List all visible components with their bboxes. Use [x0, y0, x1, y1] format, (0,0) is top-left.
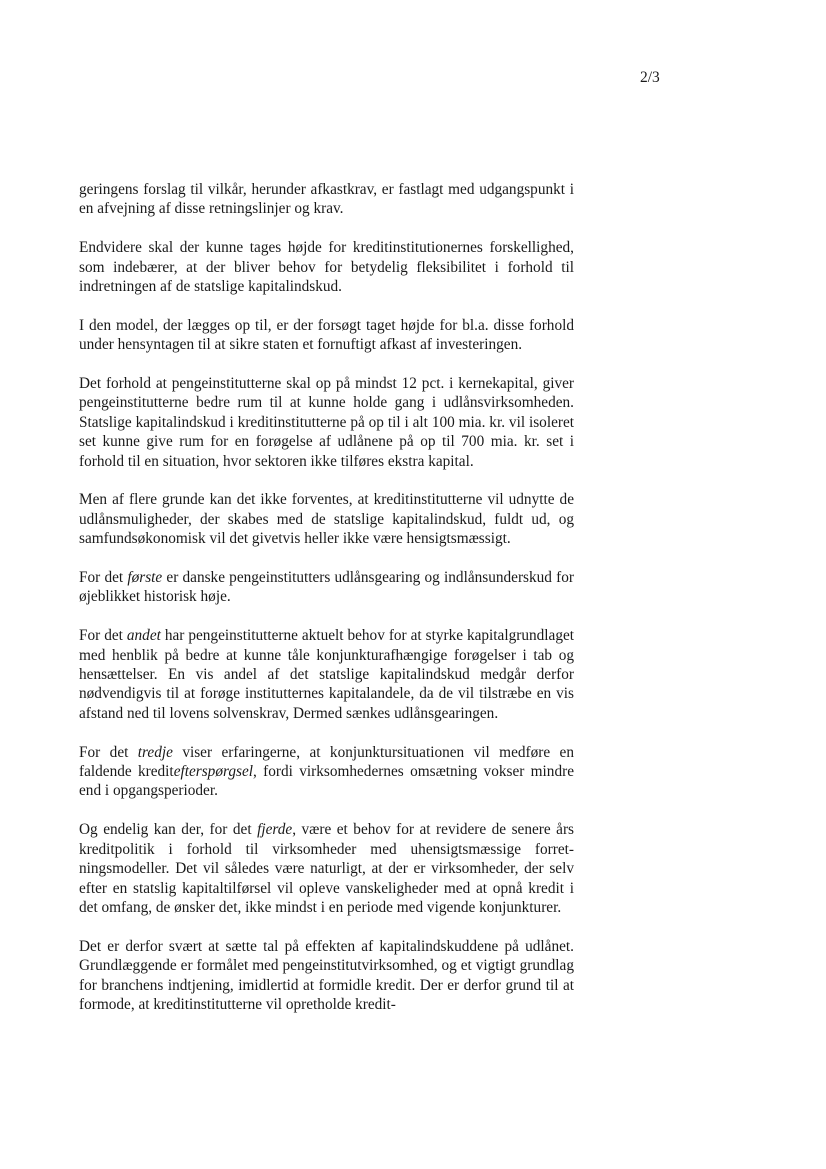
text-segment: er danske pengeinstitutters udlånsgearing og indlånsunderskud for øjeblikket historisk høje.	[79, 569, 574, 606]
paragraph	[79, 316, 574, 355]
text-segment: Og endelig kan der, for det	[79, 821, 258, 839]
text-segment: I den model, der lægges op til, er der forsøgt taget højde for bl.a. disse forhold under hensyntagen til at sikre staten et fornuftigt afkast af investeringen.	[79, 316, 574, 354]
italic-text-segment: fjerde	[257, 821, 293, 839]
text-segment: , fordi virksomhedernes omsætning vokser mindre end i opgangsperioder.	[79, 763, 574, 800]
italic-text-segment: andet	[126, 627, 161, 645]
paragraph	[79, 238, 574, 296]
text-segment: viser erfaringerne, at konjunktursituationen vil medføre en faldende kredit	[79, 743, 574, 781]
text-segment: Det forhold at pengeinstitutterne skal op på mindst 12 pct. i kernekapital, giver pengeinstitutterne bedre rum til at kunne holde gang i udlånsvirksomheden. Statslige kapitalindskud i kreditinstitutterne på op til i alt 100 mia. kr. vil isoleret set kunne give rum for en forøgelse af udlånene på op til 700 mia. kr. set i forhold til en situation, hvor sektoren ikke tilføres ekstra kapital.	[79, 375, 574, 470]
paragraph	[79, 626, 574, 723]
text-segment: geringens forslag til vilkår, herunder afkastkrav, er fastlagt med udgangspunkt i en afvejning af disse retningslinjer og krav.	[79, 181, 574, 218]
text-segment: For det	[79, 627, 127, 645]
page-number: 2/3	[640, 69, 660, 86]
text-segment: For det	[79, 743, 138, 761]
text-segment: For det	[79, 569, 128, 587]
paragraph	[79, 180, 574, 219]
paragraph	[79, 490, 574, 548]
paragraph	[79, 820, 574, 917]
paragraph	[79, 743, 574, 801]
text-segment: har pengeinstitutterne aktuelt behov for at styrke kapitalgrundlaget med henblik på bedre at kunne tåle konjunkturafhængige forøgelser i tab og hensættelser. En vis andel af det statslige kapitalindskud medgår derfor nødvendigvis til at forøge institutternes kapitalandele, da de vil tilstræbe en vis afstand ned til lovens solvenskrav, Dermed sænkes udlånsgearingen.	[79, 627, 575, 722]
text-segment: , være et behov for at revidere de senere års kreditpolitik i forhold til virksomheder med uhensigtsmæssige forretningsmodeller. Det vil således være naturligt, at der er virksomheder, der selv efter en statslig kapitaltilførsel vil opleve vanskeligheder med at opnå kredit i det omfang, de ønsker det, ikke mindst i en periode med vigende konjunkturer.	[79, 821, 574, 916]
paragraph	[79, 937, 574, 1015]
text-segment: Endvidere skal der kunne tages højde for kreditinstitutionernes forskellighed, som indebærer, at der bliver behov for betydelig fleksibilitet i forhold til indretningen af de statslige kapitalindskud.	[79, 239, 574, 296]
text-segment: Det er derfor svært at sætte tal på effekten af kapitalindskuddene på udlånet. Grundlæggende er formålet med pengeinstitutvirksomhed, og et vigtigt grundlag for branchens indtjening, imidlertid at formidle kredit. Der er derfor grund til at formode, at kreditinstitutterne vil opretholde kredit-	[79, 937, 574, 1013]
italic-text-segment: efterspørgsel	[173, 763, 253, 781]
paragraph	[79, 568, 574, 607]
text-segment: Men af flere grunde kan det ikke forventes, at kreditinstitutterne vil udnytte de udlånsmuligheder, der skabes med de statslige kapitalindskud, fuldt ud, og samfundsøkonomisk vil det givetvis heller ikke være hensigtsmæssigt.	[79, 491, 574, 548]
italic-text-segment: tredje	[137, 743, 173, 761]
document-body	[79, 180, 574, 1034]
italic-text-segment: første	[127, 569, 163, 587]
paragraph	[79, 374, 574, 471]
